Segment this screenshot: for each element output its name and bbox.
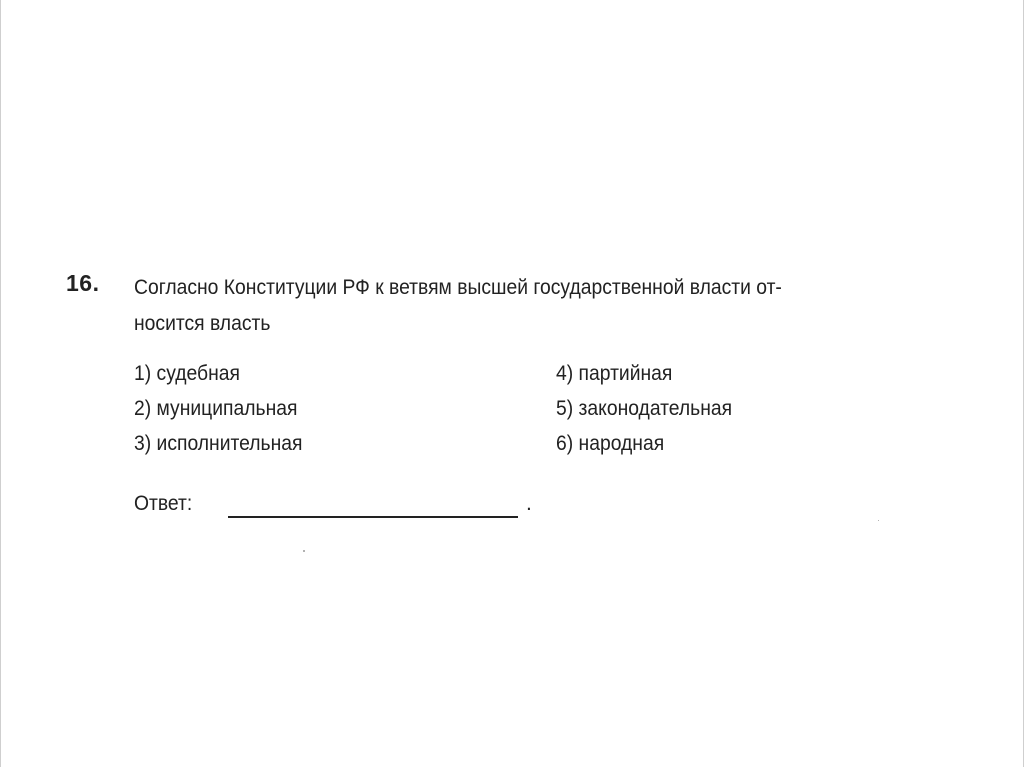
option-6: 6) народная [556, 432, 665, 455]
answer-options [134, 362, 934, 472]
answer-label: Ответ: [134, 492, 193, 515]
scan-speck [878, 520, 879, 521]
question-text-line: Согласно Конституции РФ к ветвям высшей государственной власти от- [134, 276, 782, 299]
option-2: 2) муниципальная [134, 397, 298, 420]
answer-period: . [526, 492, 532, 515]
question-text [134, 270, 916, 342]
option-1: 1) судебная [134, 362, 240, 385]
scan-speck [303, 550, 305, 552]
answer-blank-line[interactable] [228, 516, 518, 518]
option-4: 4) партийная [556, 362, 673, 385]
option-5: 5) законодательная [556, 397, 733, 420]
option-3: 3) исполнительная [134, 432, 303, 455]
question-number: 16. [66, 270, 100, 296]
question-text-line: носится власть [134, 312, 271, 335]
